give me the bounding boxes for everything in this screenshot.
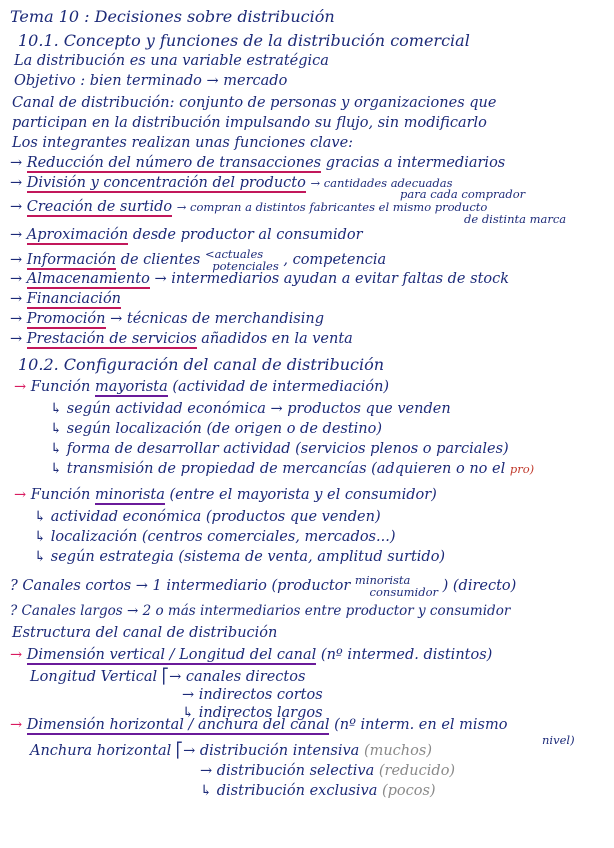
arrow-icon: → — [10, 271, 23, 287]
function-label: División y concentración del producto — [26, 175, 306, 191]
wholesale-item: ↳ según actividad económica → productos que venden — [50, 401, 451, 417]
note-line: Canal de distribución: conjunto de personas y organizaciones que — [12, 95, 497, 111]
function-label: Almacenamiento — [26, 271, 150, 287]
function-detail: → cantidades adecuadas — [310, 176, 453, 190]
page-title: Tema 10 : Decisiones sobre distribución — [10, 7, 335, 26]
function-detail-note: para cada comprador — [400, 187, 526, 201]
function-detail: gracias a intermediarios — [325, 155, 506, 171]
function-item — [10, 270, 509, 288]
section-heading-10-1: 10.1. Concepto y funciones de la distribución comercial — [18, 31, 470, 50]
arrow-icon: → — [10, 227, 23, 243]
arrow-icon: → — [10, 647, 23, 663]
vertical-dimension-heading: → Dimensión vertical / Longitud del canal (nº intermed. distintos) — [10, 647, 493, 663]
horizontal-dimension-heading: → Dimensión horizontal / anchura del canal (nº interm. en el mismo — [10, 717, 508, 733]
horizontal-width-item: → distribución selectiva (reducido) — [200, 763, 456, 779]
long-channels: ? Canales largos → 2 o más intermediarios entre productor y consumidor — [10, 603, 511, 619]
function-label: Creación de surtido — [26, 199, 173, 215]
arrow-icon: → — [14, 379, 27, 395]
function-item — [10, 226, 363, 244]
short-channels: ? Canales cortos → 1 intermediario (productor minorista consumidor ) (directo) — [10, 573, 517, 599]
function-detail: de clientes — [120, 252, 201, 268]
note-line: participan en la distribución impulsando su flujo, sin modificarlo — [12, 115, 487, 131]
retail-item: ↳ localización (centros comerciales, mercados...) — [34, 529, 396, 545]
function-label: Promoción — [26, 311, 106, 327]
wholesale-heading: → Función mayorista (actividad de intermediación) — [14, 379, 390, 395]
arrow-icon: → — [10, 717, 23, 733]
client-types: <actuales potenciales — [204, 247, 279, 273]
horizontal-dimension-note: nivel) — [542, 733, 575, 747]
function-item — [10, 154, 505, 172]
vertical-length-item: ↳ indirectos largos — [182, 705, 323, 721]
structure-heading: Estructura del canal de distribución — [12, 625, 278, 641]
arrow-icon: → — [10, 175, 23, 191]
function-item — [10, 174, 453, 192]
vertical-length-item: Longitud Vertical ⎡→ canales directos — [30, 669, 306, 685]
note-line: La distribución es una variable estratégica — [14, 53, 329, 69]
arrow-icon: → — [10, 155, 23, 171]
function-label: Información — [26, 252, 117, 268]
arrow-icon: → — [10, 291, 23, 307]
function-item — [10, 290, 121, 308]
function-item — [10, 330, 353, 348]
wholesale-item: ↳ forma de desarrollar actividad (servicios plenos o parciales) — [50, 441, 509, 457]
wholesale-item: ↳ transmisión de propiedad de mercancías (adquieren o no el pro) — [50, 461, 535, 477]
function-item — [10, 310, 324, 328]
function-detail: → compran a distintos fabricantes el mismo producto — [176, 200, 488, 214]
function-detail: , competencia — [283, 252, 387, 268]
function-label: Prestación de servicios — [26, 331, 197, 347]
section-heading-10-2: 10.2. Configuración del canal de distribución — [18, 355, 385, 374]
arrow-icon: → — [10, 252, 23, 268]
retail-item: ↳ actividad económica (productos que venden) — [34, 509, 381, 525]
horizontal-width-item: Anchura horizontal ⎡→ distribución intensiva (muchos) — [30, 743, 432, 759]
function-detail: añadidos en la venta — [201, 331, 353, 347]
function-detail: desde productor al consumidor — [132, 227, 363, 243]
horizontal-width-item: ↳ distribución exclusiva (pocos) — [200, 783, 436, 799]
function-label: Aproximación — [26, 227, 129, 243]
note-line: Objetivo : bien terminado → mercado — [14, 73, 288, 89]
note-line: Los integrantes realizan unas funciones clave: — [12, 135, 354, 151]
function-detail-note: de distinta marca — [464, 212, 567, 226]
vertical-length-item: → indirectos cortos — [182, 687, 323, 703]
function-label: Financiación — [26, 291, 122, 307]
function-item — [10, 198, 487, 216]
arrow-icon: → — [10, 199, 23, 215]
function-detail: → técnicas de merchandising — [110, 311, 324, 327]
function-detail: → intermediarios ayudan a evitar faltas de stock — [154, 271, 510, 287]
retail-item: ↳ según estrategia (sistema de venta, amplitud surtido) — [34, 549, 446, 565]
arrow-icon: → — [14, 487, 27, 503]
arrow-icon: → — [10, 331, 23, 347]
function-label: Reducción del número de transacciones — [26, 155, 322, 171]
function-item — [10, 248, 386, 272]
wholesale-item: ↳ según localización (de origen o de destino) — [50, 421, 383, 437]
retail-heading: → Función minorista (entre el mayorista y el consumidor) — [14, 487, 437, 503]
arrow-icon: → — [10, 311, 23, 327]
